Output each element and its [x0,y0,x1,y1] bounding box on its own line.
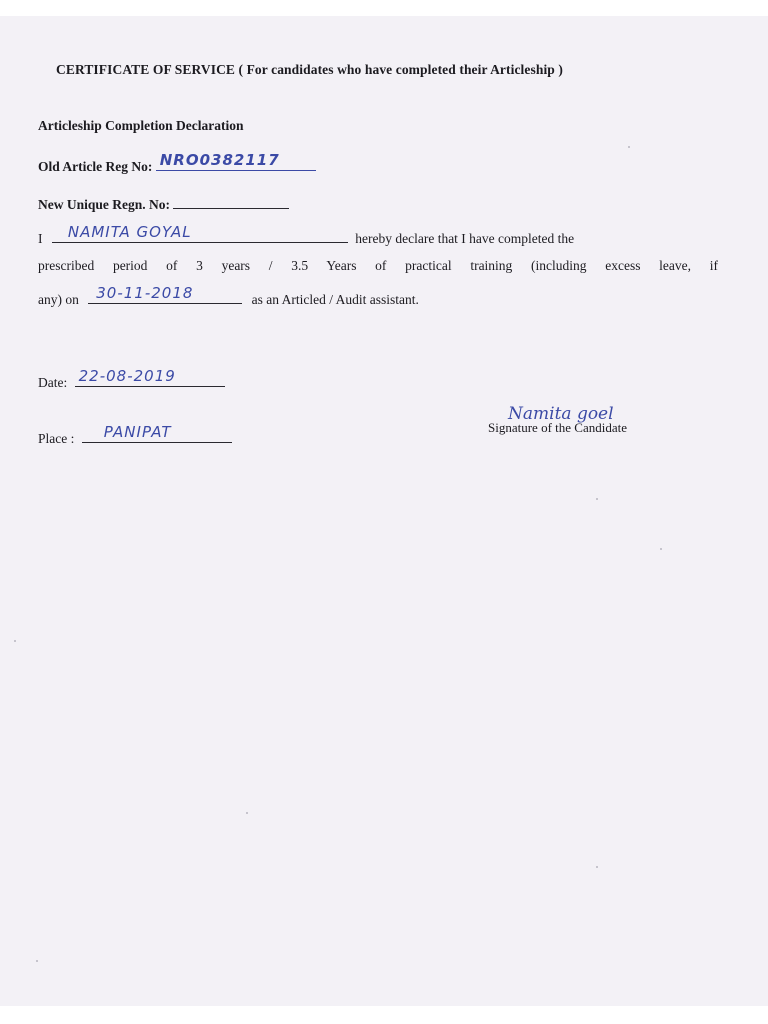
place-value: PANIPAT [103,423,172,441]
old-reg-row [38,151,316,175]
declaration-heading: Articleship Completion Declaration [38,118,244,133]
completion-date-value: 30-11-2018 [96,284,194,302]
date-field [75,367,225,387]
completion-date-field [88,284,242,304]
new-reg-row [38,194,289,213]
candidate-name-value: NAMITA GOYAL [67,223,192,241]
old-reg-field [156,151,316,171]
scan-bottom-margin [0,1006,768,1024]
line3-suffix: as an Articled / Audit assistant. [251,292,419,307]
scan-speck [660,548,662,550]
place-row [38,423,232,447]
line3-prefix: any) on [38,292,79,307]
certificate-title: CERTIFICATE OF SERVICE ( For candidates who have completed their Articleship ) [56,62,563,77]
new-reg-label: New Unique Regn. No: [38,197,171,212]
date-label: Date: [38,375,68,390]
new-reg-field [173,194,289,209]
signature-label: Signature of the Candidate [488,420,627,435]
date-row [38,367,225,391]
scan-speck [246,812,248,814]
declare-suffix: hereby declare that I have completed the [355,231,575,246]
declaration-line-2: prescribed period of 3 years / 3.5 Years of practical training (including excess leave, if [38,258,718,273]
scan-top-margin [0,0,768,16]
declare-prefix: I [38,231,43,246]
scan-speck [628,146,630,148]
old-reg-label: Old Article Reg No: [38,159,153,174]
candidate-name-field [52,223,348,243]
candidate-signature: Namita goel [508,404,614,424]
date-value: 22-08-2019 [78,367,176,385]
scan-speck [596,498,598,500]
place-field [82,423,232,443]
place-label: Place : [38,431,75,446]
scan-speck [14,640,16,642]
declaration-line-3 [38,284,419,308]
scan-speck [36,960,38,962]
signature-block [488,404,688,436]
scan-speck [596,866,598,868]
old-reg-value: NRO0382117 [159,151,280,169]
declaration-line-1 [38,223,718,247]
